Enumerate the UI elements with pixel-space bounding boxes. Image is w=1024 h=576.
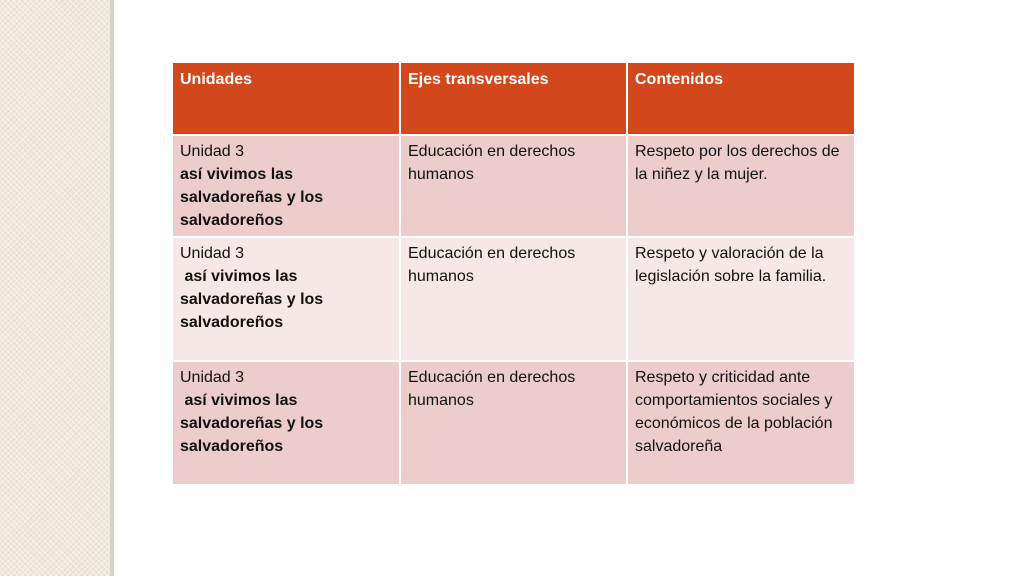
decorative-side-strip: [0, 0, 110, 576]
unidad-cell: [172, 237, 400, 361]
table-row: [172, 361, 855, 485]
header-ejes-transversales: Ejes transversales: [400, 62, 627, 135]
decorative-side-line: [110, 0, 114, 576]
unidad-label: Unidad 3: [180, 143, 245, 160]
table-row: [172, 237, 855, 361]
contenido-cell: Respeto por los derechos de la niñez y la mujer.: [627, 135, 855, 237]
unidad-detail: así vivimos las salvadoreñas y los salvadoreños: [180, 392, 328, 455]
eje-cell: Educación en derechos humanos: [400, 361, 627, 485]
eje-cell: Educación en derechos humanos: [400, 135, 627, 237]
eje-cell: Educación en derechos humanos: [400, 237, 627, 361]
unidad-label: Unidad 3: [180, 245, 245, 262]
contenido-cell: Respeto y valoración de la legislación sobre la familia.: [627, 237, 855, 361]
unidad-label: Unidad 3: [180, 369, 245, 386]
header-contenidos: Contenidos: [627, 62, 855, 135]
contents-table: [171, 61, 856, 486]
table-header-row: [172, 62, 855, 135]
unidad-detail: así vivimos las salvadoreñas y los salvadoreños: [180, 268, 328, 331]
table-row: [172, 135, 855, 237]
contenido-cell: Respeto y criticidad ante comportamientos sociales y económicos de la población salvadoreña: [627, 361, 855, 485]
unidad-cell: [172, 135, 400, 237]
unidad-cell: [172, 361, 400, 485]
unidad-detail: así vivimos las salvadoreñas y los salvadoreños: [180, 166, 328, 229]
header-unidades: Unidades: [172, 62, 400, 135]
